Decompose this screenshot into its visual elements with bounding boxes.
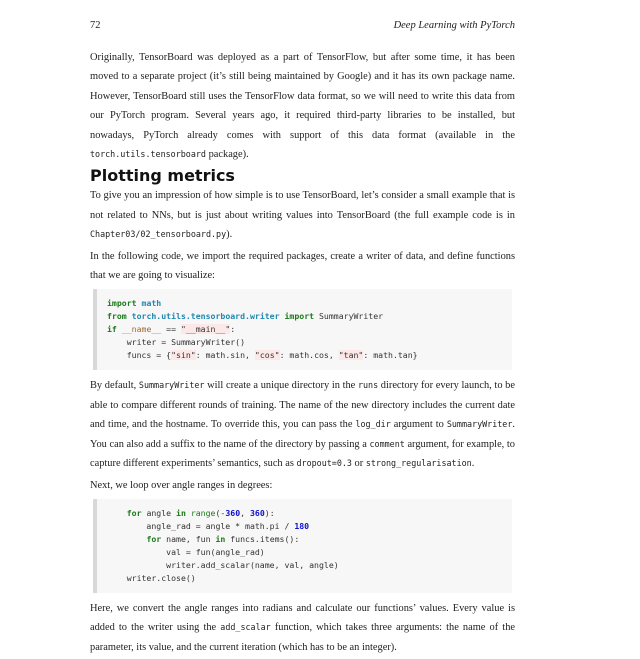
code-token: SummaryWriter <box>314 311 384 322</box>
code-token: ): <box>264 507 275 518</box>
text-run: or <box>351 458 366 470</box>
text-run: directory for every launch, to be able to compare different rounds of training. The name of the new directory includes the current date and time, and the hostname. To override this, you can pass the <box>90 380 515 431</box>
code-line <box>97 507 512 520</box>
code-token: import <box>284 311 315 322</box>
text-run: will create a unique directory in the <box>204 380 358 392</box>
text-run: argument to <box>390 419 447 431</box>
code-token: , <box>240 507 250 518</box>
code-token: name, fun <box>161 533 216 544</box>
code-token: funcs.items(): <box>225 533 300 544</box>
code-token: val = fun(angle_rad) <box>107 546 265 557</box>
text-run: . You can also add a suffix to the name of the directory by passing a <box>90 419 515 450</box>
text-run: function, which takes three arguments: the name of the parameter, its value, and the current iteration (which has to be an integer). <box>90 622 515 653</box>
code-token: writer.close() <box>107 572 196 583</box>
code-token: "sin" <box>171 350 196 361</box>
text-run: Here, we convert the angle ranges into radians and calculate our functions’ values. Every value is added to the writer using the <box>90 602 515 634</box>
inline-code: runs <box>357 380 379 391</box>
inline-code: add_scalar <box>220 622 271 633</box>
page-header <box>90 20 515 31</box>
inline-code: Chapter03/02_tensorboard.py <box>90 229 227 240</box>
text-run: Originally, TensorBoard was deployed as a part of TensorFlow, but after some time, it has been moved to a separate project (it’s still being maintained by Google) and it has its own package name. However, TensorBoard still uses the TensorFlow data format, so we will need to write this data from our PyTorch program. Several years ago, it required third-party libraries to be installed, but nowadays, PyTorch already comes with support of this data format (available in the <box>90 52 515 141</box>
text-run: Next, we loop over angle ranges in degrees: <box>90 479 273 491</box>
inline-code: SummaryWriter <box>138 380 205 391</box>
code-token: == <box>161 324 181 335</box>
code-line <box>97 520 512 533</box>
code-token: torch.utils.tensorboard.writer <box>131 311 280 322</box>
code-token: "__main__" <box>180 324 231 335</box>
code-block-loop <box>93 499 512 593</box>
code-block-imports <box>93 289 512 370</box>
code-line <box>97 297 512 310</box>
inline-code: log_dir <box>355 419 391 430</box>
text-run: To give you an impression of how simple is to use TensorBoard, let’s consider a small example that is not related to NNs, but is just about writing values into TensorBoard (the full example code is in <box>90 190 515 221</box>
code-token <box>107 508 127 518</box>
code-token: math <box>141 298 162 309</box>
running-title: Deep Learning with PyTorch <box>393 20 515 31</box>
text-run: By default, <box>90 380 139 392</box>
code-token: for <box>146 533 162 544</box>
code-token: writer = SummaryWriter() <box>107 337 246 348</box>
inline-code: comment <box>369 438 405 449</box>
code-token: angle <box>141 507 177 518</box>
paragraph-add-scalar <box>90 599 515 657</box>
page-number: 72 <box>90 20 101 31</box>
code-token: from <box>107 311 127 322</box>
paragraph-intro-example <box>90 186 515 244</box>
code-line <box>97 533 512 546</box>
inline-code: strong_regularisation <box>365 458 472 469</box>
inline-code: dropout=0.3 <box>296 458 352 469</box>
code-token: in <box>215 533 226 544</box>
code-line <box>97 559 512 572</box>
text-run: In the following code, we import the required packages, create a writer of data, and define functions that we are going to visualize: <box>90 250 515 282</box>
code-line <box>97 572 512 585</box>
code-token: 180 <box>294 520 310 531</box>
code-line <box>97 323 512 336</box>
section-heading: Plotting metrics <box>90 166 235 186</box>
code-token: : math.cos, <box>279 350 339 361</box>
code-token: (- <box>215 507 226 518</box>
inline-code: torch.utils.tensorboard <box>90 149 206 160</box>
paragraph-summarywriter-defaults <box>90 376 515 473</box>
text-run: . <box>471 458 475 470</box>
page-body <box>90 48 515 659</box>
code-token: if <box>107 324 117 335</box>
code-token: __name__ <box>121 324 162 335</box>
paragraph-loop-intro <box>90 476 515 495</box>
code-token: "cos" <box>254 350 280 361</box>
paragraph-following-code <box>90 247 515 286</box>
text-run: package). <box>205 149 249 161</box>
code-line <box>97 310 512 323</box>
code-token: 360 <box>225 507 241 518</box>
code-token: range <box>190 507 216 518</box>
text-run: argument, for example, to capture different experiments’ semantics, such as <box>90 438 515 470</box>
code-token: : math.sin, <box>195 350 255 361</box>
code-token: 360 <box>250 507 265 518</box>
code-token: angle_rad = angle * math.pi / <box>107 520 295 531</box>
code-token: : <box>230 324 236 335</box>
code-token <box>107 534 146 544</box>
code-line <box>97 349 512 362</box>
code-token: : math.tan} <box>363 350 418 361</box>
code-token: for <box>126 507 142 518</box>
paragraph-tensorboard-history <box>90 48 515 164</box>
code-line <box>97 336 512 349</box>
code-token: funcs = { <box>107 350 172 361</box>
text-run: ). <box>226 229 233 241</box>
code-token: import <box>107 298 137 309</box>
code-token: in <box>176 507 186 518</box>
inline-code: SummaryWriter <box>446 419 513 430</box>
code-line <box>97 546 512 559</box>
code-token: writer.add_scalar(name, val, angle) <box>107 559 339 570</box>
code-token: "tan" <box>338 350 364 361</box>
